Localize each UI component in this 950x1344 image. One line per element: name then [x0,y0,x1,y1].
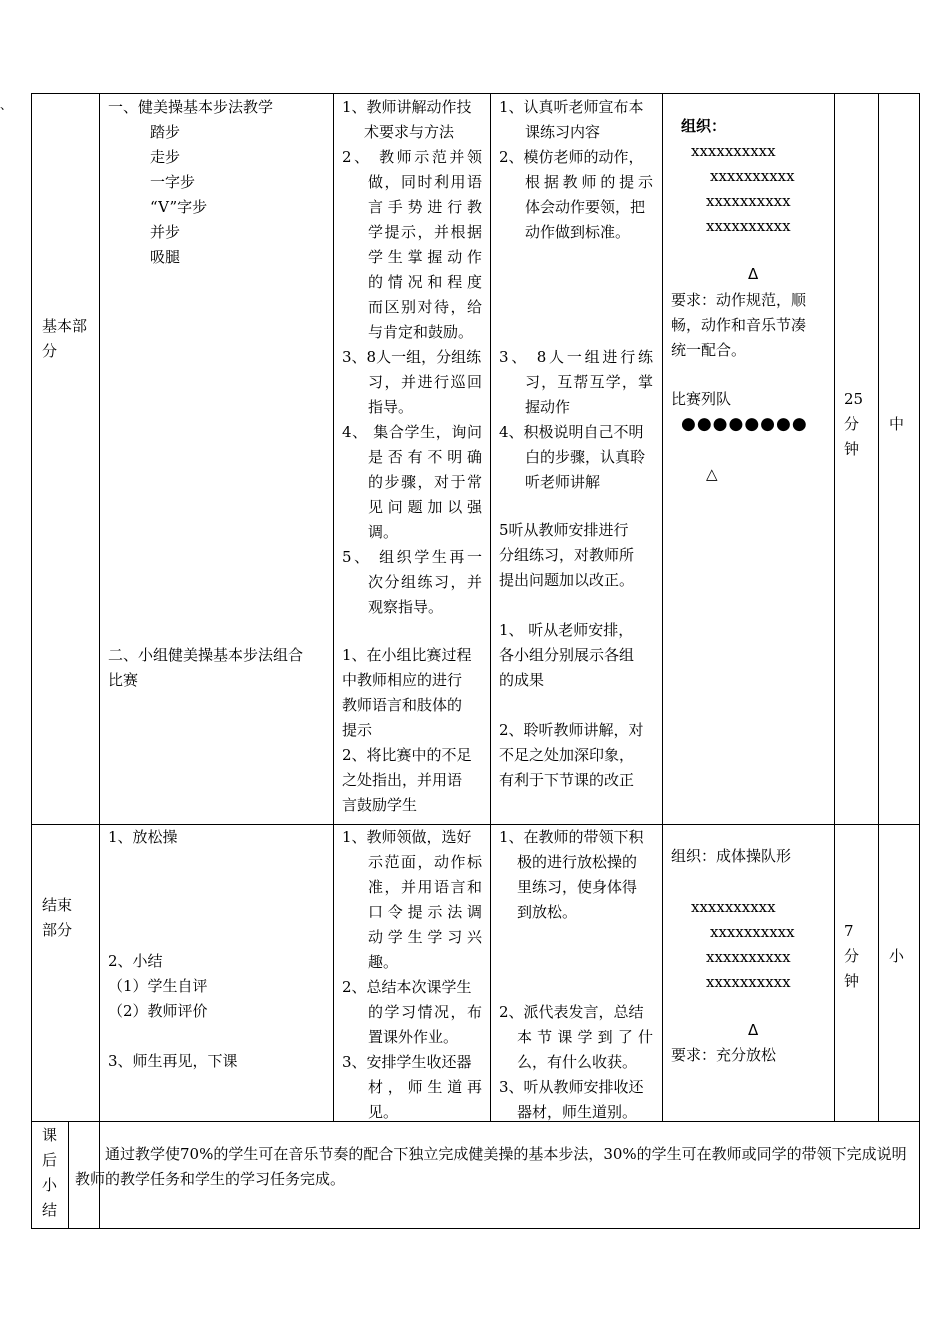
formation-row: xxxxxxxxxx [691,142,776,160]
ending-time-cell: 7 分 钟 [844,922,860,990]
summary-text: 通过教学使70%的学生可在音乐节奏的配合下独立完成健美操的基本步法，30%的学生可在教师或同学的带领下完成说明教师的教学任务和学生的学习任务完成。 [75,1145,907,1188]
basic-teacher-cell: 1、教师讲解动作技 术要求与方法 2、 教师示范并领 做，同时利用语 言手势进行教 学提示，并根据 学生掌握动作 的情况和程度 而区别对待，给 与肯定和鼓励。 3、8人一组，分组练 习，并进行巡回 指导。 4、 集合学生，询问 是否有不明确 的步骤，对于常 见问题加以强 调。 5、 组织学生再一 次分组练习，并 观察指导。 1、在小组比赛过程 中教师相应的进行 教师语言和肢体的 提示 2、将比赛中的不足 之处指出，并用语 言鼓励学生 [342,98,482,814]
summary-label: 课 后 小 结 [32,1122,69,1228]
contest-formation-label: 比赛列队 [671,390,732,408]
teacher-position-icon: Δ [748,1021,759,1039]
basic-content-cell [100,94,333,824]
basic-organization-cell: 组织： xxxxxxxxxx xxxxxxxxxx xxxxxxxxxx xxxxxxxxxx Δ 要求：动作规范，顺 畅，动作和音乐节凑 统一配合。 比赛列队 ●●●●●●●● △ [663,94,834,824]
basic-part-row [32,94,920,825]
formation-row: xxxxxxxxxx [706,973,791,991]
ending-organization-cell: 组织：成体操队形 xxxxxxxxxx xxxxxxxxxx xxxxxxxxxx xxxxxxxxxx Δ 要求：充分放松 [663,825,834,1121]
basic-time-cell: 25 分 钟 [844,390,864,458]
step-item: 并步 [150,223,181,241]
ending-content-cell: 1、放松操 2、小结 （1）学生自评 （2）教师评价 3、师生再见，下课 [108,828,238,1070]
step-item: “V”字步 [150,198,208,216]
formation-row: xxxxxxxxxx [706,217,791,235]
ending-intensity-cell: 小 [889,947,905,965]
teacher-position-icon: Δ [748,265,759,283]
summary-row [32,1122,920,1229]
lesson-plan-table [31,93,920,1229]
student-dots: ●●●●●●●● [681,414,808,434]
ending-part-row [32,825,920,1122]
teacher-position-icon: △ [706,465,718,483]
formation-row: xxxxxxxxxx [706,192,791,210]
ending-student-cell: 1、在教师的带领下积 极的进行放松操的 里练习，使身体得 到放松。 2、派代表发言，总结 本节课学到了什 么，有什么收获。 3、听从教师安排收还 器材，师生道别。 [499,828,653,1121]
content-title: 二、小组健美操基本步法组合 [108,646,304,664]
page-mark: 、 [0,98,13,112]
step-item: 一字步 [150,173,196,191]
ending-teacher-cell: 1、教师领做，选好 示范面，动作标 准，并用语言和 口令提示法调 动学生学习兴 趣。 2、总结本次课学生 的学习情况，布 置课外作业。 3、安排学生收还器 材，师生道再 见。 [342,828,482,1121]
organization-label: 组织：成体操队形 [671,847,792,865]
organization-label: 组织： [681,117,727,135]
formation-row: xxxxxxxxxx [706,948,791,966]
basic-section-label: 基本部 分 [42,317,88,360]
formation-row: xxxxxxxxxx [710,923,795,941]
step-item: 踏步 [150,123,181,141]
ending-section-label: 结束 部分 [42,896,73,939]
basic-student-cell: 1、认真听老师宣布本 课练习内容 2、模仿老师的动作， 根据教师的提示 体会动作要领，把 动作做到标准。 3、 8人一组进行练 习，互帮互学，掌 握动作 4、积极说明自己不明 白的步骤，认真聆 听老师讲解 5听从教师安排进行 分组练习，对教师所 提出问题加以改正。 1、 听从老师安排， 各小组分别展示各组 的成果 2、聆听教师讲解，对 不足之处加深印象， 有利于下节课的改正 [499,98,653,789]
step-item: 吸腿 [150,248,181,266]
content-title: 比赛 [108,671,139,689]
formation-row: xxxxxxxxxx [710,167,795,185]
basic-intensity-cell: 中 [889,415,905,433]
content-title: 一、健美操基本步法教学 [108,98,274,116]
step-item: 走步 [150,148,181,166]
formation-row: xxxxxxxxxx [691,898,776,916]
